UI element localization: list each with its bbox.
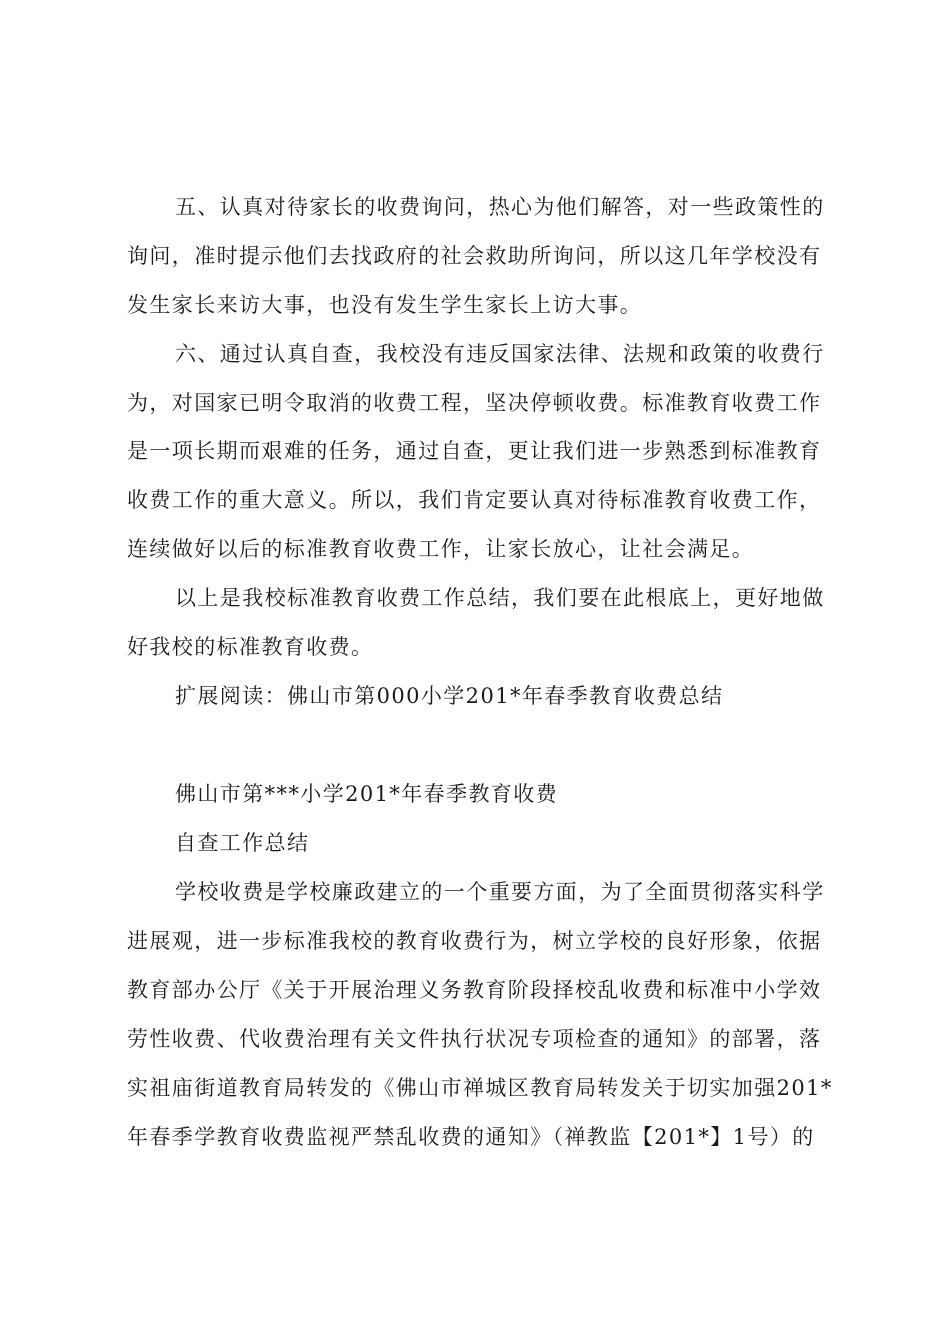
body-paragraph-line-3: 教育部办公厅《关于开展治理义务教育阶段择校乱收费和标准中小学效 [127, 978, 822, 1002]
paragraph-6-line-3: 是一项长期而艰难的任务，通过自查，更让我们进一步熟悉到标准教育 [127, 439, 822, 463]
report-title-line-1: 佛山市第***小学201*年春季教育收费 [175, 782, 559, 806]
paragraph-6-line-4: 收费工作的重大意义。所以，我们肯定要认真对待标准教育收费工作， [127, 488, 822, 512]
paragraph-5-line-2: 询问，准时提示他们去找政府的社会救助所询问，所以这几年学校没有 [127, 244, 822, 268]
paragraph-6-line-1: 六、通过认真自查，我校没有违反国家法律、法规和政策的收费行 [175, 342, 825, 366]
report-title-line-2: 自查工作总结 [175, 831, 310, 855]
summary-line-1: 以上是我校标准教育收费工作总结，我们要在此根底上，更好地做 [175, 586, 825, 610]
body-paragraph-line-5: 实祖庙街道教育局转发的《佛山市禅城区教育局转发关于切实加强201* [127, 1076, 833, 1100]
extended-reading-title: 扩展阅读：佛山市第000小学201*年春季教育收费总结 [175, 684, 724, 708]
body-paragraph-line-4: 劳性收费、代收费治理有关文件执行状况专项检查的通知》的部署，落 [127, 1027, 822, 1051]
body-paragraph-line-1: 学校收费是学校廉政建立的一个重要方面，为了全面贯彻落实科学 [175, 880, 825, 904]
paragraph-5-line-3: 发生家长来访大事，也没有发生学生家长上访大事。 [127, 293, 643, 317]
summary-line-2: 好我校的标准教育收费。 [127, 635, 374, 659]
paragraph-5-line-1: 五、认真对待家长的收费询问，热心为他们解答，对一些政策性的 [175, 195, 825, 219]
paragraph-6-line-5: 连续做好以后的标准教育收费工作，让家长放心，让社会满足。 [127, 537, 755, 561]
paragraph-6-line-2: 为，对国家已明令取消的收费工程，坚决停顿收费。标准教育收费工作 [127, 391, 822, 415]
body-paragraph-line-2: 进展观，进一步标准我校的教育收费行为，树立学校的良好形象，依据 [127, 929, 822, 953]
body-paragraph-line-6: 年春季学教育收费监视严禁乱收费的通知》（禅教监【201*】1号）的 [127, 1125, 815, 1149]
